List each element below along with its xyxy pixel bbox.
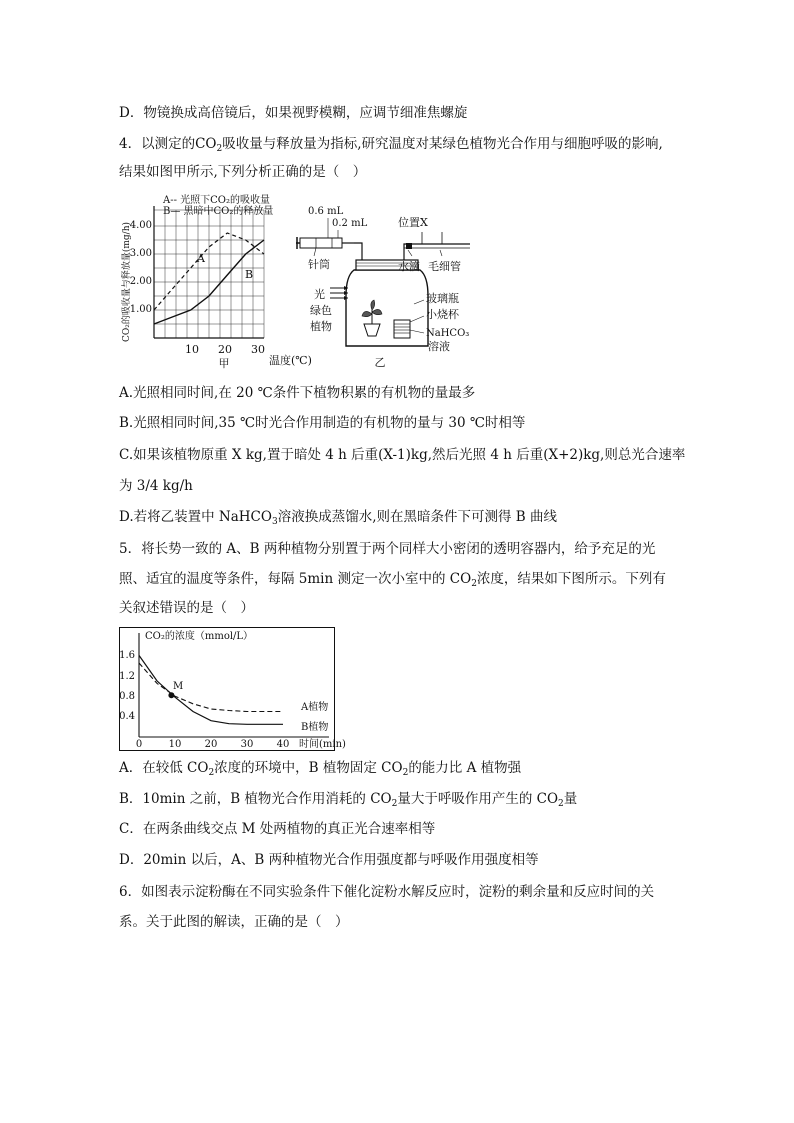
- q5-option-c: C．在两条曲线交点 M 处两植物的真正光合速率相等: [119, 821, 436, 837]
- label-position-x: 位置X: [398, 216, 428, 229]
- q4-option-c-line1: C.如果该植物原重 X kg,置于暗处 4 h 后重(X-1)kg,然后光照 4 h 后重(X+2)kg,则总光合速率: [119, 447, 686, 463]
- q4-stem-line1: 4．以测定的$CO_2$吸收量与释放量为指标,研究温度对某绿色植物光合作用与细胞呼吸的影响,: [119, 136, 663, 154]
- q5-label-a: A植物: [301, 702, 329, 713]
- label-syringe: 针筒: [308, 258, 330, 271]
- q5-ytick: 1.2: [119, 671, 135, 682]
- label-glass-bottle: 玻璃瓶: [426, 292, 459, 305]
- q5-option-b: B．10min 之前，B 植物光合作用消耗的 $CO_2$量大于呼吸作用产生的 $CO_2$量: [119, 791, 578, 809]
- q5-option-a: A．在较低 $CO_2$浓度的环境中，B 植物固定 $CO_2$的能力比 A 植物强: [119, 760, 522, 778]
- q5-xtick: 10: [168, 739, 182, 750]
- jia-legend-a: A-- 光照下CO₂的吸收量: [163, 195, 271, 206]
- figure-q5: [119, 627, 346, 751]
- jia-ytick: 1.00: [129, 304, 152, 315]
- q5-xtick: 40: [276, 739, 290, 750]
- q4-option-b: B.光照相同时间,35 ℃时光合作用制造的有机物的量与 30 ℃时相等: [119, 415, 526, 431]
- figure-jia: [119, 190, 274, 372]
- q6-stem-line2: 系。关于此图的解读，正确的是（ ）: [119, 914, 349, 930]
- q5-option-d: D．20min 以后，A、B 两种植物光合作用强度都与呼吸作用强度相等: [119, 852, 539, 868]
- q4-stem-line2: 结果如图甲所示,下列分析正确的是（ ）: [119, 164, 367, 180]
- small-beaker: [394, 320, 410, 338]
- q5-xtick: 20: [204, 739, 218, 750]
- q5-label-m: M: [173, 681, 184, 692]
- water-drop: [406, 243, 412, 249]
- q5-ytick: 1.6: [119, 650, 135, 661]
- q4-option-a: A.光照相同时间,在 20 ℃条件下植物积累的有机物的量最多: [119, 385, 476, 401]
- label-capillary: 毛细管: [428, 260, 461, 273]
- yi-caption: 乙: [374, 356, 386, 369]
- q5-xtick: 30: [240, 739, 254, 750]
- left-tube: [354, 243, 362, 260]
- q5-xlabel: 时间(min): [299, 739, 346, 750]
- label-small-beaker: 小烧杯: [426, 308, 459, 321]
- syringe-barrel: [300, 238, 342, 248]
- q5-label-b: B植物: [301, 722, 329, 733]
- q6-stem-line1: 6．如图表示淀粉酶在不同实验条件下催化淀粉水解反应时，淀粉的剩余量和反应时间的关: [119, 884, 655, 900]
- jia-label-b: B: [245, 268, 254, 281]
- label-0-2ml: 0.2 mL: [332, 218, 368, 229]
- label-0-6ml: 0.6 mL: [308, 206, 344, 217]
- q5-curve-a: [139, 663, 283, 712]
- label-water-drop: 水滴: [398, 260, 420, 273]
- q5-ytick: 0.4: [119, 711, 135, 722]
- jia-ytick: 3.00: [129, 248, 152, 259]
- figure-yi: [294, 196, 472, 372]
- q5-curve-b: [139, 655, 283, 724]
- jia-caption: 甲: [218, 357, 230, 370]
- q4-option-c-line2: 为 3/4 kg/h: [119, 478, 193, 494]
- label-plant-1: 绿色: [310, 304, 332, 317]
- q5-xtick: 0: [135, 739, 143, 750]
- label-nahco3: NaHCO₃: [426, 328, 470, 339]
- label-solution: 溶液: [428, 340, 450, 353]
- label-light: 光: [314, 288, 325, 301]
- capillary-tube: [404, 244, 470, 260]
- q3-option-d: D．物镜换成高倍镜后，如果视野模糊，应调节细准焦螺旋: [119, 105, 468, 121]
- jia-xlabel: 温度(℃): [269, 354, 312, 367]
- jia-legend-b: B— 黑暗中CO₂的释放量: [163, 206, 274, 217]
- label-plant-2: 植物: [310, 320, 332, 333]
- jia-xtick: 10: [185, 343, 199, 356]
- jia-ytick: 4.00: [129, 220, 152, 231]
- jia-ytick: 2.00: [129, 276, 152, 287]
- glass-bottle: [346, 270, 428, 346]
- q5-stem-line1: 5．将长势一致的 A、B 两种植物分别置于两个同样大小密闭的透明容器内，给予充足的光: [119, 541, 656, 557]
- q5-stem-line2: 照、适宜的温度等条件，每隔 5min 测定一次小室中的 $CO_2$浓度，结果如下图所示。下列有: [119, 571, 666, 589]
- q5-ylabel: CO₂的浓度（mmol/L）: [145, 631, 254, 642]
- q5-point-m: [168, 692, 174, 698]
- jia-xtick: 20: [218, 343, 232, 356]
- q4-option-d: D.若将乙装置中 NaHCO$_3$溶液换成蒸馏水,则在黑暗条件下可测得 B 曲线: [119, 509, 557, 527]
- jia-ylabel: CO₂的吸收量与释放量(mg/h): [122, 221, 132, 343]
- q5-stem-line3: 关叙述错误的是（ ）: [119, 600, 254, 616]
- jia-label-a: A: [197, 252, 205, 265]
- jia-xtick: 30: [251, 343, 265, 356]
- q5-ytick: 0.8: [119, 691, 135, 702]
